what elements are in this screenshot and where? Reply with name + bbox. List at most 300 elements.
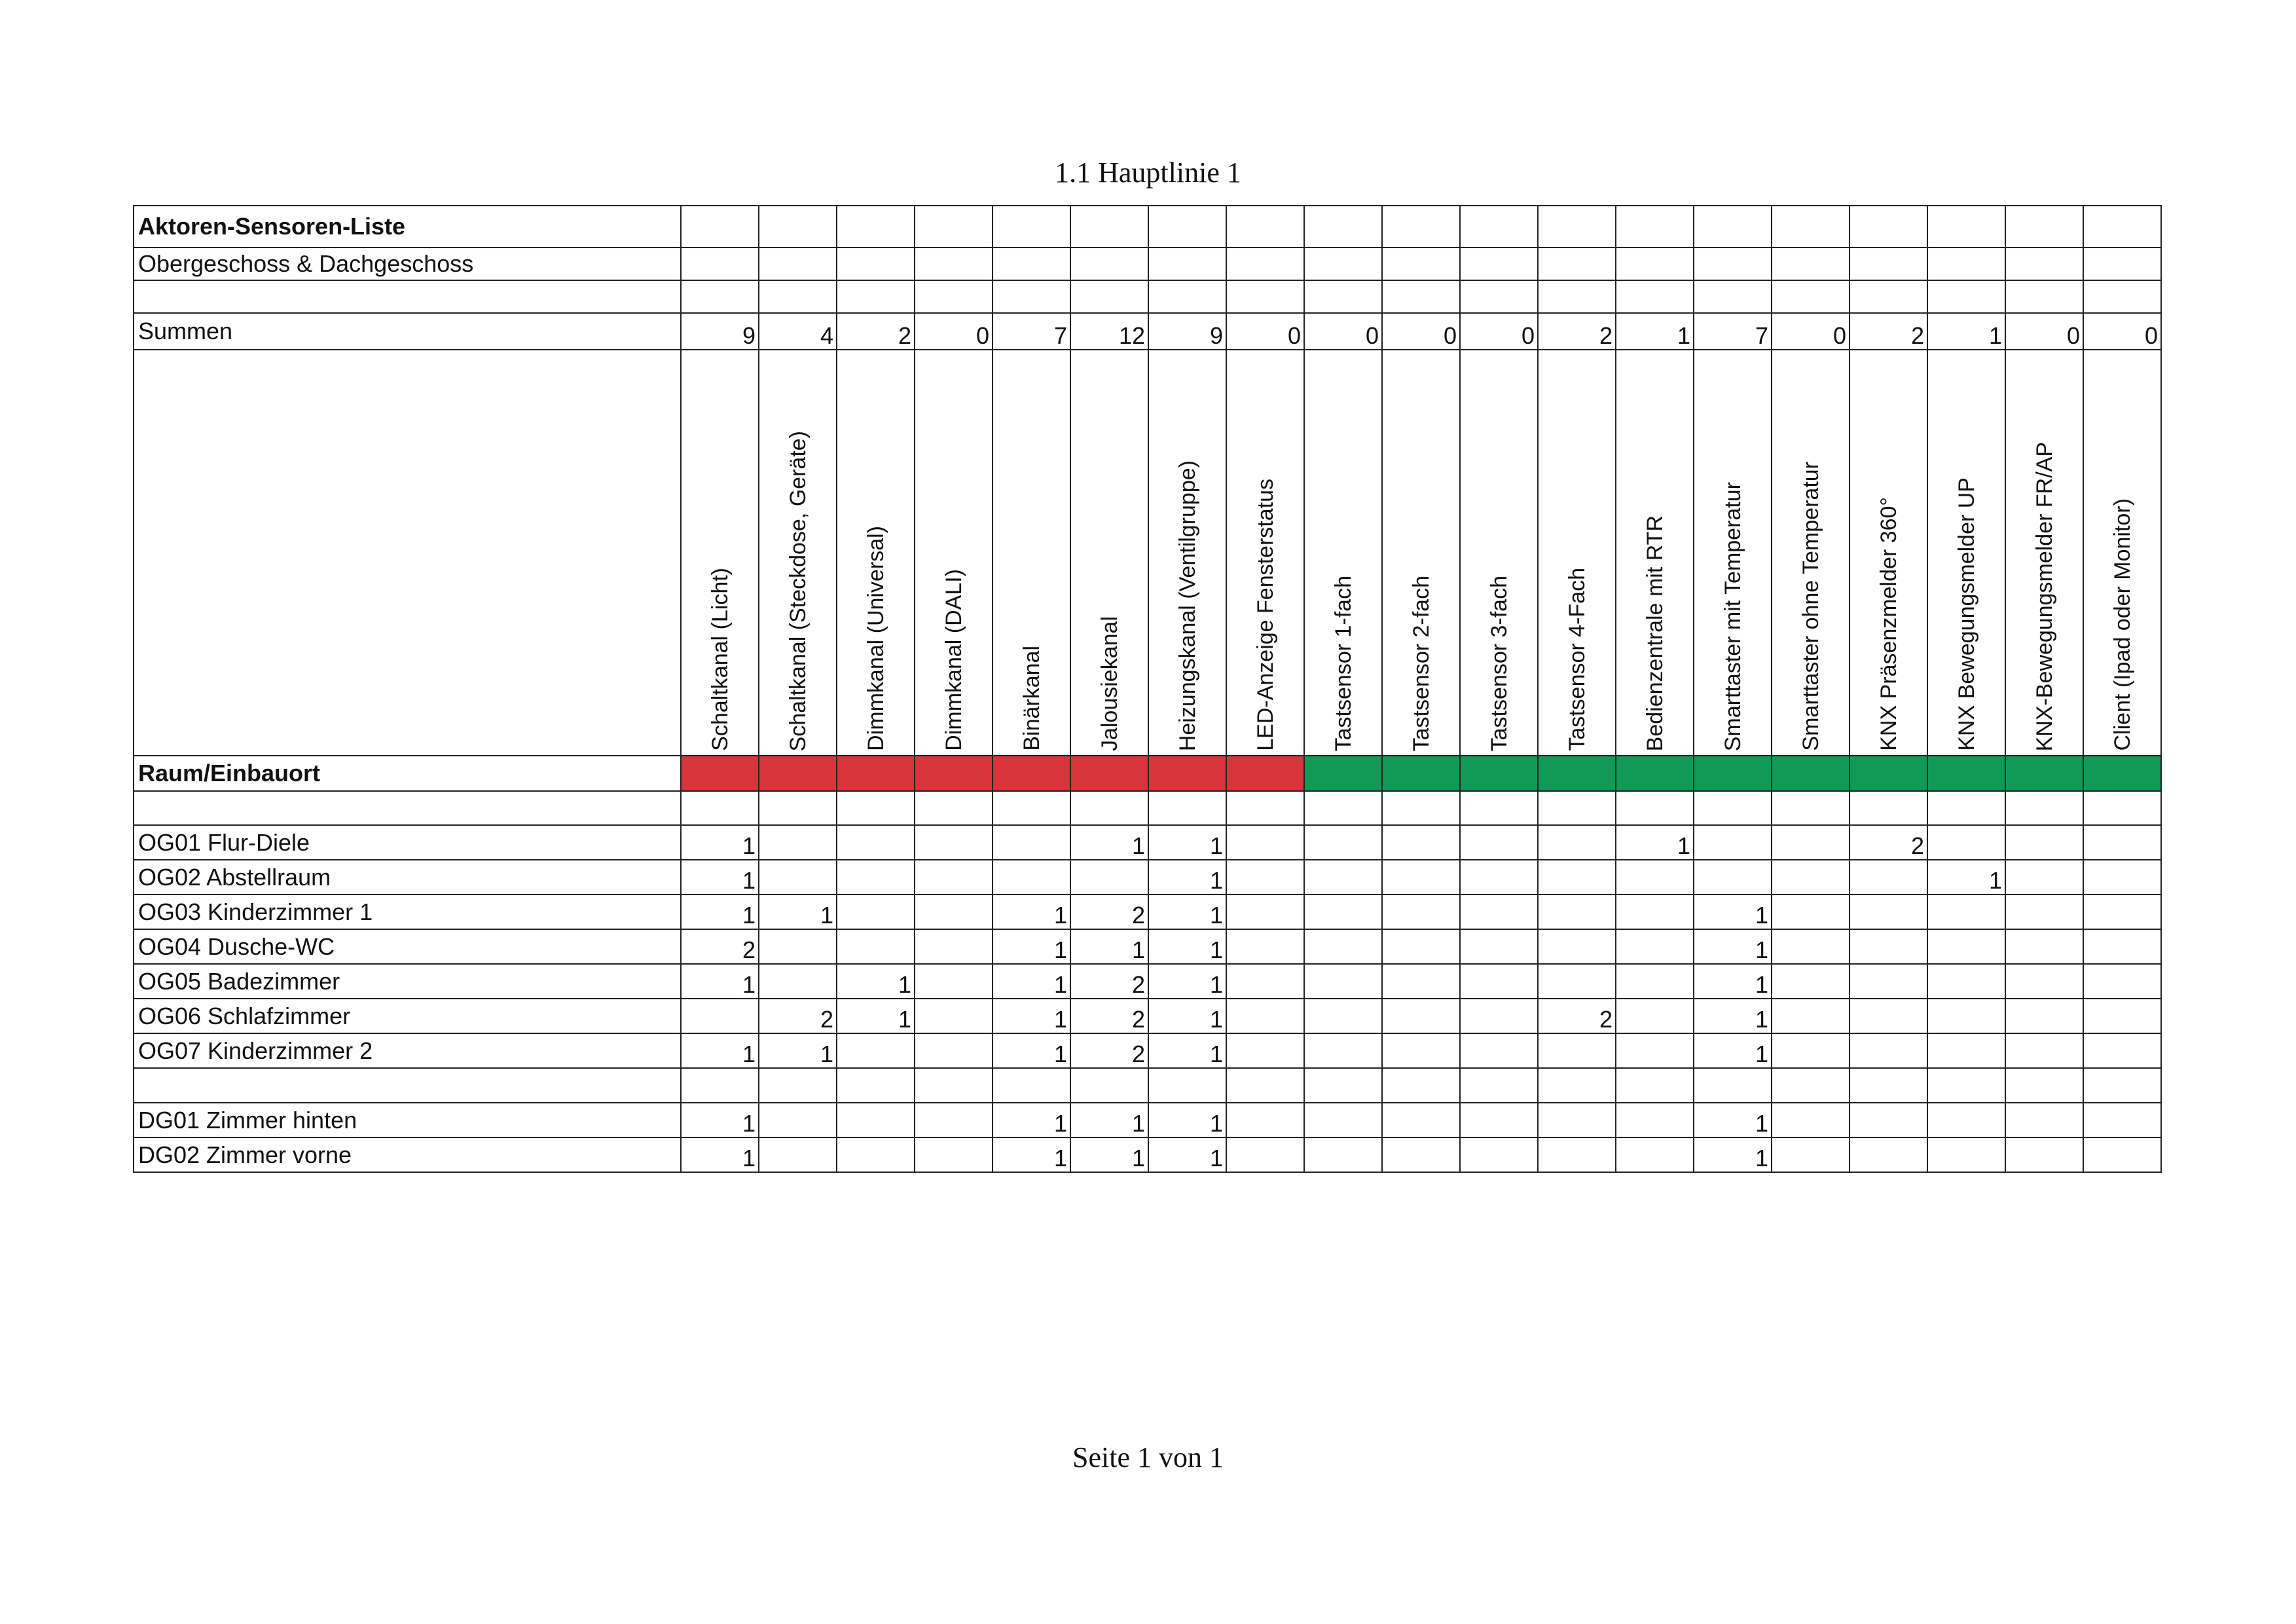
empty-cell <box>1070 280 1148 313</box>
room-value <box>2005 895 2083 929</box>
sum-value: 2 <box>1538 313 1616 350</box>
room-row <box>134 929 2161 964</box>
empty-cell <box>1616 791 1694 825</box>
room-value <box>915 825 993 860</box>
empty-cell <box>1927 280 2005 313</box>
room-value: 1 <box>759 1033 837 1068</box>
room-value <box>1616 929 1694 964</box>
room-value: 1 <box>993 1103 1070 1137</box>
room-value <box>1538 1033 1616 1068</box>
empty-cell <box>1460 248 1538 280</box>
room-value <box>2005 1137 2083 1172</box>
sum-value: 1 <box>1927 313 2005 350</box>
room-value <box>1850 1068 1927 1103</box>
room-value <box>1304 895 1382 929</box>
room-value: 1 <box>837 964 915 999</box>
room-value <box>915 964 993 999</box>
room-value <box>2083 1033 2161 1068</box>
room-value <box>2083 999 2161 1033</box>
actuator-bar-cell <box>837 756 915 791</box>
room-value <box>1538 964 1616 999</box>
room-row <box>134 1103 2161 1137</box>
room-value <box>2083 1103 2161 1137</box>
empty-cell <box>915 206 993 248</box>
room-value: 1 <box>1616 825 1694 860</box>
empty-cell <box>993 280 1070 313</box>
column-header-row <box>134 350 2161 756</box>
room-name: OG02 Abstellraum <box>134 860 681 895</box>
sum-value: 7 <box>993 313 1070 350</box>
empty-cell <box>1538 248 1616 280</box>
room-value <box>1927 1033 2005 1068</box>
room-value <box>1382 929 1460 964</box>
column-header <box>1538 350 1616 756</box>
room-value: 1 <box>1070 825 1148 860</box>
empty-cell <box>134 350 681 756</box>
room-value <box>1460 1068 1538 1103</box>
room-value <box>1616 860 1694 895</box>
room-value <box>1460 964 1538 999</box>
empty-cell <box>1616 248 1694 280</box>
column-header <box>1694 350 1772 756</box>
column-header-label: Dimmkanal (DALI) <box>941 569 966 751</box>
sum-value: 9 <box>1148 313 1226 350</box>
sensor-bar-cell <box>2083 756 2161 791</box>
room-value <box>915 895 993 929</box>
room-name <box>134 1068 681 1103</box>
empty-cell <box>993 248 1070 280</box>
room-value <box>1382 1103 1460 1137</box>
room-name: OG07 Kinderzimmer 2 <box>134 1033 681 1068</box>
room-value <box>1382 999 1460 1033</box>
empty-cell <box>1694 280 1772 313</box>
room-name: DG02 Zimmer vorne <box>134 1137 681 1172</box>
room-value: 2 <box>759 999 837 1033</box>
room-value <box>1772 1103 1850 1137</box>
room-value: 1 <box>1694 929 1772 964</box>
room-row <box>134 999 2161 1033</box>
sums-row <box>134 313 2161 350</box>
sum-value: 2 <box>1850 313 1927 350</box>
empty-cell <box>1927 206 2005 248</box>
room-value <box>1616 895 1694 929</box>
room-value <box>1226 964 1304 999</box>
sensor-bar-cell <box>1616 756 1694 791</box>
room-value <box>837 1103 915 1137</box>
room-value: 1 <box>993 964 1070 999</box>
room-value <box>915 1137 993 1172</box>
empty-cell <box>1538 280 1616 313</box>
empty-cell <box>2005 206 2083 248</box>
sum-value: 0 <box>2005 313 2083 350</box>
empty-cell <box>1382 791 1460 825</box>
subtitle-row <box>134 248 2161 280</box>
column-header <box>2083 350 2161 756</box>
room-value <box>915 1068 993 1103</box>
column-header-label: KNX-Bewegungsmelder FR/AP <box>2032 441 2057 751</box>
room-value <box>1927 964 2005 999</box>
room-value <box>1850 1103 1927 1137</box>
empty-cell <box>837 791 915 825</box>
room-value <box>1226 1103 1304 1137</box>
room-value <box>1460 895 1538 929</box>
empty-cell <box>1070 206 1148 248</box>
room-value <box>1850 999 1927 1033</box>
room-value <box>1616 964 1694 999</box>
room-value <box>1538 895 1616 929</box>
empty-cell <box>1148 791 1226 825</box>
room-value: 1 <box>681 895 759 929</box>
room-value <box>1226 929 1304 964</box>
room-value <box>915 860 993 895</box>
empty-cell <box>1772 248 1850 280</box>
empty-cell <box>2083 248 2161 280</box>
empty-cell <box>1538 206 1616 248</box>
room-header: Raum/Einbauort <box>134 756 681 791</box>
room-value <box>2083 860 2161 895</box>
empty-cell <box>1927 791 2005 825</box>
room-value: 2 <box>1850 825 1927 860</box>
room-value <box>759 1103 837 1137</box>
column-header-label: Tastsensor 1-fach <box>1330 575 1356 751</box>
room-value <box>1382 895 1460 929</box>
room-value <box>1772 825 1850 860</box>
empty-cell <box>134 791 681 825</box>
sensor-bar-cell <box>1772 756 1850 791</box>
room-value: 1 <box>681 1137 759 1172</box>
room-name: OG05 Badezimmer <box>134 964 681 999</box>
sum-value: 0 <box>1226 313 1304 350</box>
room-value <box>1460 1137 1538 1172</box>
room-value: 1 <box>1927 860 2005 895</box>
empty-cell <box>1226 206 1304 248</box>
room-value: 1 <box>1070 1103 1148 1137</box>
room-value: 1 <box>1148 964 1226 999</box>
empty-cell <box>1304 791 1382 825</box>
room-value: 1 <box>681 1103 759 1137</box>
sum-value: 0 <box>1382 313 1460 350</box>
sensor-bar-cell <box>1850 756 1927 791</box>
empty-cell <box>1304 248 1382 280</box>
room-value: 1 <box>993 1137 1070 1172</box>
room-value <box>993 1068 1070 1103</box>
empty-cell <box>2005 280 2083 313</box>
room-value <box>2083 825 2161 860</box>
room-value <box>2083 1137 2161 1172</box>
sensor-bar-cell <box>1538 756 1616 791</box>
column-header <box>1927 350 2005 756</box>
room-value <box>837 825 915 860</box>
room-value <box>1226 895 1304 929</box>
column-header-label: LED-Anzeige Fensterstatus <box>1252 479 1278 751</box>
room-value: 1 <box>993 895 1070 929</box>
empty-cell <box>837 280 915 313</box>
column-header <box>915 350 993 756</box>
empty-cell <box>837 206 915 248</box>
room-value <box>1304 825 1382 860</box>
empty-cell <box>1616 280 1694 313</box>
room-value <box>1616 999 1694 1033</box>
room-row <box>134 1068 2161 1103</box>
room-value <box>1304 1103 1382 1137</box>
room-row <box>134 1137 2161 1172</box>
room-value: 1 <box>1694 895 1772 929</box>
room-value <box>837 1137 915 1172</box>
room-row <box>134 964 2161 999</box>
room-value <box>1304 860 1382 895</box>
room-value: 2 <box>1070 964 1148 999</box>
empty-cell <box>759 280 837 313</box>
room-value: 1 <box>1148 895 1226 929</box>
room-value <box>2005 1103 2083 1137</box>
sum-value: 0 <box>2083 313 2161 350</box>
room-value <box>837 1068 915 1103</box>
empty-cell <box>134 280 681 313</box>
room-value <box>759 929 837 964</box>
empty-cell <box>1304 206 1382 248</box>
room-value: 1 <box>759 895 837 929</box>
sensor-bar-cell <box>1694 756 1772 791</box>
actuator-sensor-table <box>133 205 2162 1173</box>
actuator-bar-cell <box>1070 756 1148 791</box>
room-value: 1 <box>1148 999 1226 1033</box>
room-value <box>1616 1068 1694 1103</box>
room-value: 1 <box>1148 1103 1226 1137</box>
title-row <box>134 206 2161 248</box>
room-value: 1 <box>1694 1137 1772 1172</box>
room-row <box>134 860 2161 895</box>
room-value: 1 <box>681 1033 759 1068</box>
room-value <box>2005 964 2083 999</box>
actuator-bar-cell <box>681 756 759 791</box>
room-value <box>1382 1068 1460 1103</box>
room-value <box>1460 1033 1538 1068</box>
empty-cell <box>1460 791 1538 825</box>
room-value: 1 <box>1694 1103 1772 1137</box>
empty-cell <box>1460 206 1538 248</box>
room-value <box>2083 1068 2161 1103</box>
empty-cell <box>1070 248 1148 280</box>
room-value <box>1772 860 1850 895</box>
blank-row <box>134 791 2161 825</box>
column-header <box>993 350 1070 756</box>
column-header-label: Schaltkanal (Licht) <box>707 568 733 751</box>
empty-cell <box>681 206 759 248</box>
room-name: OG03 Kinderzimmer 1 <box>134 895 681 929</box>
room-value <box>1850 929 1927 964</box>
room-value: 1 <box>1694 999 1772 1033</box>
room-value <box>1616 1137 1694 1172</box>
room-value <box>837 929 915 964</box>
room-value <box>681 1068 759 1103</box>
empty-cell <box>681 791 759 825</box>
room-value <box>1694 1068 1772 1103</box>
empty-cell <box>2005 248 2083 280</box>
actuator-bar-cell <box>1226 756 1304 791</box>
room-value <box>2005 999 2083 1033</box>
room-value <box>1538 825 1616 860</box>
room-value <box>1226 860 1304 895</box>
room-value <box>1694 825 1772 860</box>
column-header-label: Heizungskanal (Ventilgruppe) <box>1175 460 1200 751</box>
column-header <box>1070 350 1148 756</box>
room-value <box>1927 1137 2005 1172</box>
column-header <box>837 350 915 756</box>
room-value: 1 <box>993 1033 1070 1068</box>
empty-cell <box>1460 280 1538 313</box>
empty-cell <box>1382 280 1460 313</box>
column-header-label: Jalousiekanal <box>1097 616 1122 751</box>
room-value <box>1070 1068 1148 1103</box>
room-header-row <box>134 756 2161 791</box>
room-value: 1 <box>1694 964 1772 999</box>
room-value <box>2005 860 2083 895</box>
column-header-label: Schaltkanal (Steckdose, Geräte) <box>785 430 811 751</box>
sensor-bar-cell <box>2005 756 2083 791</box>
room-value <box>1226 1137 1304 1172</box>
empty-cell <box>1538 791 1616 825</box>
room-value: 1 <box>1148 860 1226 895</box>
room-value <box>1538 1068 1616 1103</box>
room-value <box>1304 1137 1382 1172</box>
room-value <box>1616 1103 1694 1137</box>
sensor-bar-cell <box>1382 756 1460 791</box>
column-header <box>759 350 837 756</box>
room-value: 1 <box>1148 825 1226 860</box>
room-name: OG06 Schlafzimmer <box>134 999 681 1033</box>
empty-cell <box>1148 206 1226 248</box>
room-value: 1 <box>1148 929 1226 964</box>
room-value: 1 <box>1070 1137 1148 1172</box>
room-value: 1 <box>681 964 759 999</box>
empty-cell <box>1616 206 1694 248</box>
room-value <box>1927 825 2005 860</box>
room-value <box>1772 964 1850 999</box>
empty-cell <box>1850 206 1927 248</box>
room-value <box>1460 999 1538 1033</box>
empty-cell <box>1772 791 1850 825</box>
empty-cell <box>2005 791 2083 825</box>
room-value <box>915 929 993 964</box>
column-header <box>1772 350 1850 756</box>
room-value: 1 <box>993 999 1070 1033</box>
column-header-label: KNX Bewegungsmelder UP <box>1954 477 1979 751</box>
empty-cell <box>1927 248 2005 280</box>
room-value <box>2005 1033 2083 1068</box>
room-value: 1 <box>993 929 1070 964</box>
room-value <box>1772 895 1850 929</box>
column-header-label: Bedienzentrale mit RTR <box>1642 515 1667 751</box>
column-header <box>1616 350 1694 756</box>
sums-label: Summen <box>134 313 681 350</box>
room-value <box>1538 860 1616 895</box>
room-value <box>915 999 993 1033</box>
room-value <box>1850 895 1927 929</box>
room-value <box>2005 929 2083 964</box>
column-header-label: Tastsensor 4-Fach <box>1564 568 1590 751</box>
room-value <box>2005 825 2083 860</box>
room-value <box>915 1033 993 1068</box>
column-header-label: Tastsensor 3-fach <box>1486 575 1512 751</box>
page-footer: Seite 1 von 1 <box>1072 1441 1224 1473</box>
room-value <box>1927 1103 2005 1137</box>
room-value: 2 <box>1070 895 1148 929</box>
room-row <box>134 1033 2161 1068</box>
room-value <box>2083 895 2161 929</box>
room-value <box>1927 895 2005 929</box>
empty-cell <box>1772 280 1850 313</box>
sensor-bar-cell <box>1304 756 1382 791</box>
room-value: 2 <box>1070 1033 1148 1068</box>
empty-cell <box>1226 791 1304 825</box>
sum-value: 2 <box>837 313 915 350</box>
room-value: 2 <box>1538 999 1616 1033</box>
room-name: OG01 Flur-Diele <box>134 825 681 860</box>
sum-value: 0 <box>1772 313 1850 350</box>
room-value <box>1382 1033 1460 1068</box>
room-value <box>1772 1033 1850 1068</box>
sum-value: 9 <box>681 313 759 350</box>
empty-cell <box>915 791 993 825</box>
room-value <box>1226 1068 1304 1103</box>
room-value <box>1850 1033 1927 1068</box>
empty-cell <box>915 280 993 313</box>
empty-cell <box>1148 280 1226 313</box>
actuator-bar-cell <box>759 756 837 791</box>
empty-cell <box>1148 248 1226 280</box>
room-value <box>1460 1103 1538 1137</box>
room-value <box>1850 1137 1927 1172</box>
room-value <box>1304 964 1382 999</box>
room-value <box>1304 1033 1382 1068</box>
empty-cell <box>2083 280 2161 313</box>
sum-value: 0 <box>915 313 993 350</box>
room-value <box>915 1103 993 1137</box>
column-header <box>1382 350 1460 756</box>
room-value <box>837 895 915 929</box>
room-value <box>993 825 1070 860</box>
column-header <box>1148 350 1226 756</box>
column-header-label: Smarttaster ohne Temperatur <box>1798 462 1823 751</box>
sum-value: 4 <box>759 313 837 350</box>
room-value <box>993 860 1070 895</box>
empty-cell <box>1694 206 1772 248</box>
room-value <box>1927 1068 2005 1103</box>
room-value <box>759 1137 837 1172</box>
room-value: 1 <box>1694 1033 1772 1068</box>
room-value <box>2083 929 2161 964</box>
room-value <box>1382 825 1460 860</box>
room-value: 2 <box>681 929 759 964</box>
sheet-title: Aktoren-Sensoren-Liste <box>134 206 681 248</box>
room-value <box>1772 1137 1850 1172</box>
sensor-bar-cell <box>1927 756 2005 791</box>
column-header-label: Dimmkanal (Universal) <box>863 526 888 751</box>
empty-cell <box>1850 791 1927 825</box>
column-header-label: Client (Ipad oder Monitor) <box>2109 498 2135 751</box>
column-header-label: Tastsensor 2-fach <box>1408 575 1434 751</box>
room-value <box>759 860 837 895</box>
room-value <box>1148 1068 1226 1103</box>
empty-cell <box>1304 280 1382 313</box>
empty-cell <box>759 248 837 280</box>
column-header <box>1460 350 1538 756</box>
column-header-label: KNX Präsenzmelder 360° <box>1876 497 1901 751</box>
empty-cell <box>1382 248 1460 280</box>
room-value <box>1927 999 2005 1033</box>
actuator-bar-cell <box>993 756 1070 791</box>
column-header <box>1226 350 1304 756</box>
